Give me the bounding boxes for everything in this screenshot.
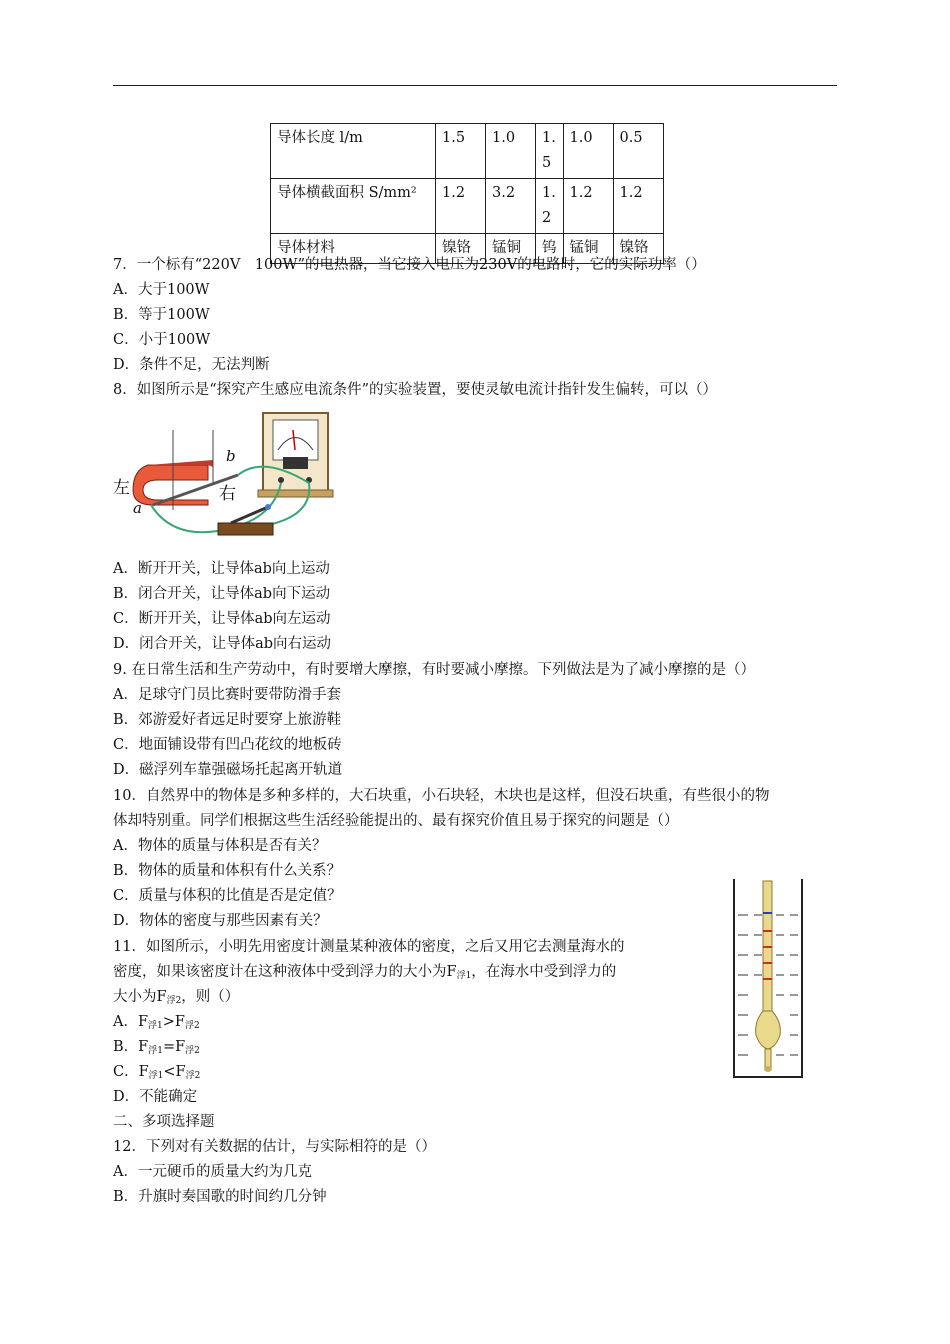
table-cell: 1.2 bbox=[613, 179, 663, 234]
option-text: B．等于100W bbox=[113, 307, 210, 323]
subscript: 浮1 bbox=[148, 1046, 163, 1056]
text-run: ，在海水中受到浮力的 bbox=[471, 964, 617, 980]
text-run: 大小为F bbox=[113, 989, 167, 1005]
table-cell: 1.2 bbox=[563, 179, 613, 234]
question-10-stem: 10．自然界中的物体是多种多样的，大石块重，小石块轻，木块也是这样，但没石块重，有些很小的物 bbox=[113, 788, 770, 804]
option-text: A．断开开关，让导体ab向上运动 bbox=[113, 561, 330, 577]
option-text: D．物体的密度与那些因素有关？ bbox=[113, 913, 328, 929]
question-11-stem: 11．如图所示，小明先用密度计测量某种液体的密度，之后又用它去测量海水的 bbox=[113, 939, 625, 955]
option-text: B．闭合开关，让导体ab向下运动 bbox=[113, 586, 331, 602]
question-12-stem: 12．下列对有关数据的估计，与实际相符的是（） bbox=[113, 1139, 436, 1155]
subscript: 浮1 bbox=[148, 1021, 163, 1031]
table-cell: 镍铬 bbox=[436, 234, 486, 264]
induction-apparatus-figure bbox=[113, 405, 338, 555]
question-7-stem: 7．一个标有“220V 100W”的电热器，当它接入电压为230V的电路时，它的实际功率（） bbox=[113, 257, 706, 273]
section-heading: 二、多项选择题 bbox=[113, 1114, 215, 1130]
table-cell: 3.2 bbox=[486, 179, 536, 234]
table-row bbox=[271, 179, 664, 234]
option-text: A．足球守门员比赛时要带防滑手套 bbox=[113, 687, 341, 703]
question-11-stem-cont bbox=[113, 960, 616, 987]
subscript: 浮1 bbox=[148, 1071, 164, 1081]
option-text: A．一元硬币的质量大约为几克 bbox=[113, 1164, 312, 1180]
table-cell: 1.0 bbox=[563, 124, 613, 179]
figure-label-left: 左 bbox=[113, 478, 130, 498]
table-cell: 0.5 bbox=[613, 124, 663, 179]
option-text: A．大于100W bbox=[113, 282, 210, 298]
option-text: B．物体的质量和体积有什么关系？ bbox=[113, 863, 342, 879]
option-text bbox=[113, 1035, 200, 1062]
table-cell: 锰铜 bbox=[486, 234, 536, 264]
table-cell: 1.5 bbox=[436, 124, 486, 179]
option-text: C．断开开关，让导体ab向左运动 bbox=[113, 611, 331, 627]
text-run: C．F bbox=[113, 1064, 149, 1080]
option-text: C．小于100W bbox=[113, 332, 211, 348]
conductor-table bbox=[270, 123, 664, 264]
option-text: C．地面铺设带有凹凸花纹的地板砖 bbox=[113, 737, 342, 753]
text-run: B．F bbox=[113, 1039, 149, 1055]
option-text: D．闭合开关，让导体ab向右运动 bbox=[113, 636, 332, 652]
question-8-stem: 8．如图所示是“探究产生感应电流条件”的实验装置，要使灵敏电流计指针发生偏转，可以（） bbox=[113, 382, 718, 398]
question-9-stem: 9. 在日常生活和生产劳动中，有时要增大摩擦，有时要减小摩擦。下列做法是为了减小摩擦的是（） bbox=[113, 662, 755, 678]
option-text: C．质量与体积的比值是否是定值？ bbox=[113, 888, 342, 904]
table-cell: 钨 bbox=[536, 234, 564, 264]
table-cell: 导体长度 l/m bbox=[271, 124, 436, 179]
subscript: 浮2 bbox=[166, 996, 182, 1006]
table-cell: 1.2 bbox=[536, 179, 564, 234]
table-cell: 镍铬 bbox=[613, 234, 663, 264]
text-run: 密度，如果该密度计在这种液体中受到浮力的大小为F bbox=[113, 964, 457, 980]
option-text bbox=[113, 1060, 200, 1087]
table-cell: 锰铜 bbox=[563, 234, 613, 264]
table-cell: 1.2 bbox=[436, 179, 486, 234]
table-cell: 1.5 bbox=[536, 124, 564, 179]
question-11-stem-cont bbox=[113, 985, 239, 1012]
option-text: A．物体的质量与体积是否有关？ bbox=[113, 838, 327, 854]
header-rule bbox=[113, 85, 837, 86]
figure-label-b: b bbox=[226, 447, 236, 465]
subscript: 浮2 bbox=[185, 1046, 200, 1056]
hydrometer-figure bbox=[728, 877, 808, 1082]
text-run: <F bbox=[163, 1064, 186, 1080]
option-text: B．升旗时奏国歌的时间约几分钟 bbox=[113, 1189, 327, 1205]
text-run: =F bbox=[162, 1039, 186, 1055]
subscript: 浮1 bbox=[456, 971, 472, 981]
text-run: A．F bbox=[113, 1014, 149, 1030]
option-text: B．郊游爱好者远足时要穿上旅游鞋 bbox=[113, 712, 342, 728]
text-run: ，则（） bbox=[181, 989, 240, 1005]
figure-label-right: 右 bbox=[219, 484, 236, 504]
figure-label-a: a bbox=[133, 499, 142, 517]
subscript: 浮2 bbox=[185, 1021, 200, 1031]
subscript: 浮2 bbox=[185, 1071, 201, 1081]
table-cell: 导体横截面积 S/mm² bbox=[271, 179, 436, 234]
option-text bbox=[113, 1010, 200, 1037]
option-text: D．磁浮列车靠强磁场托起离开轨道 bbox=[113, 762, 343, 778]
option-text: D．条件不足，无法判断 bbox=[113, 357, 270, 373]
table-cell: 1.0 bbox=[486, 124, 536, 179]
text-run: >F bbox=[162, 1014, 185, 1030]
option-text: D．不能确定 bbox=[113, 1089, 198, 1105]
table-cell: 导体材料 bbox=[271, 234, 436, 264]
question-10-stem-cont: 体却特别重。同学们根据这些生活经验能提出的、最有探究价值且易于探究的问题是（） bbox=[113, 813, 679, 829]
table-row bbox=[271, 124, 664, 179]
